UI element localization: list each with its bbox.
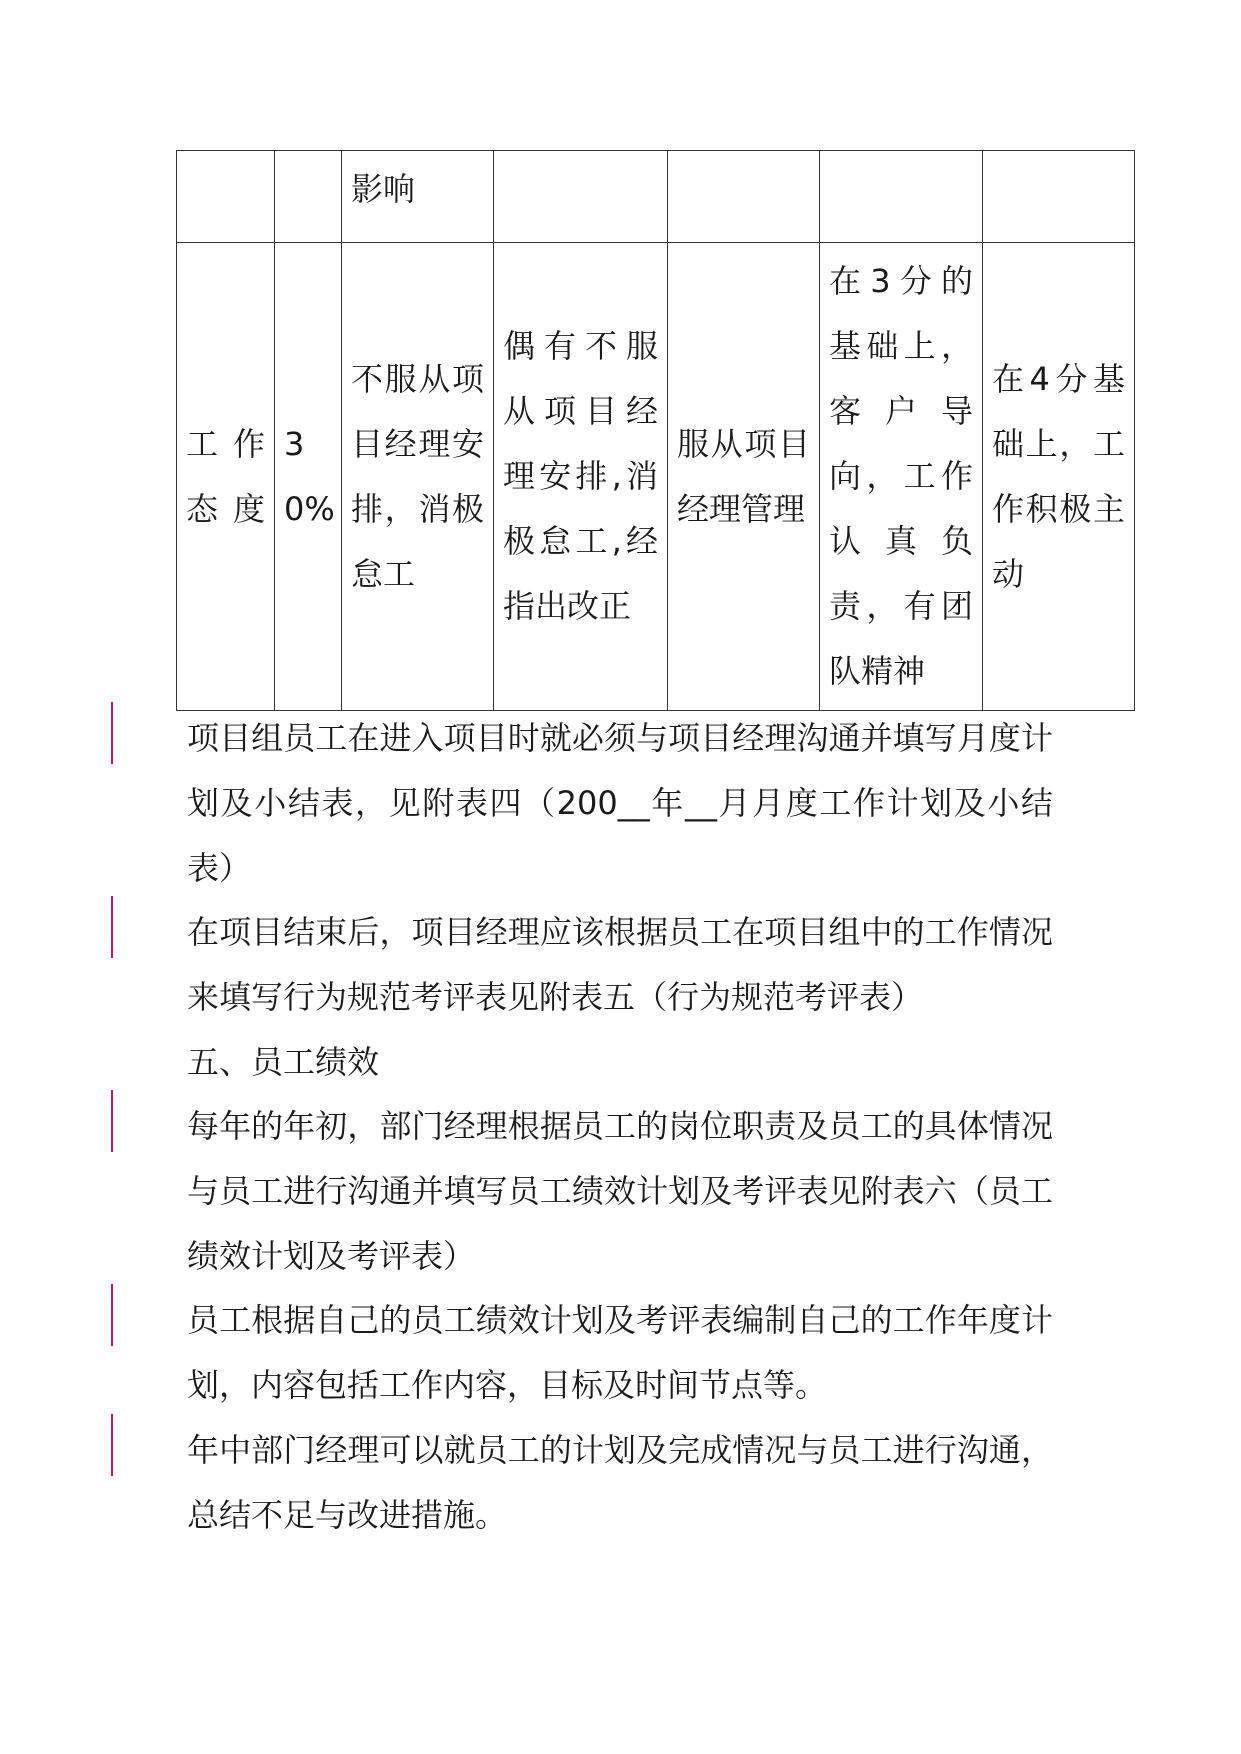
score-4-desc: 在3分的基础上，客户导向，工作认真负责，有团队精神 bbox=[820, 243, 983, 711]
revision-mark bbox=[111, 1090, 113, 1152]
performance-criteria-table bbox=[176, 150, 1135, 711]
table-cell bbox=[177, 151, 275, 243]
paragraph: 项目组员工在进入项目时就必须与项目经理沟通并填写月度计划及小结表，见附表四（200__年__月月度工作计划及小结表） bbox=[187, 719, 1053, 887]
paragraph: 员工根据自己的员工绩效计划及考评表编制自己的工作年度计划，内容包括工作内容，目标及时间节点等。 bbox=[187, 1301, 1053, 1404]
table-row bbox=[177, 243, 1135, 711]
table-cell bbox=[275, 151, 342, 243]
revision-mark bbox=[111, 702, 113, 764]
score-1-desc: 不服从项目经理安排，消极怠工 bbox=[342, 243, 494, 711]
table-row bbox=[177, 151, 1135, 243]
table-cell bbox=[668, 151, 820, 243]
revision-mark bbox=[111, 1284, 113, 1346]
revision-mark bbox=[111, 1414, 113, 1476]
table-cell: 影响 bbox=[342, 151, 494, 243]
paragraph: 在项目结束后，项目经理应该根据员工在项目组中的工作情况来填写行为规范考评表见附表五（行为规范考评表） bbox=[187, 913, 1053, 1016]
revision-mark bbox=[111, 896, 113, 958]
table-cell bbox=[494, 151, 668, 243]
score-2-desc: 偶有不服从项目经理安排,消极怠工,经指出改正 bbox=[494, 243, 668, 711]
section-heading: 五、员工绩效 bbox=[187, 1043, 380, 1081]
table-cell bbox=[983, 151, 1135, 243]
table-cell bbox=[820, 151, 983, 243]
criteria-item: 工作态度 bbox=[177, 243, 275, 711]
criteria-weight: 30% bbox=[275, 243, 342, 711]
score-3-desc: 服从项目经理管理 bbox=[668, 243, 820, 711]
score-5-desc: 在4分基础上，工作积极主动 bbox=[983, 243, 1135, 711]
paragraph: 年中部门经理可以就员工的计划及完成情况与员工进行沟通，总结不足与改进措施。 bbox=[187, 1431, 1053, 1534]
paragraph: 每年的年初，部门经理根据员工的岗位职责及员工的具体情况与员工进行沟通并填写员工绩效计划及考评表见附表六（员工绩效计划及考评表） bbox=[187, 1107, 1053, 1275]
